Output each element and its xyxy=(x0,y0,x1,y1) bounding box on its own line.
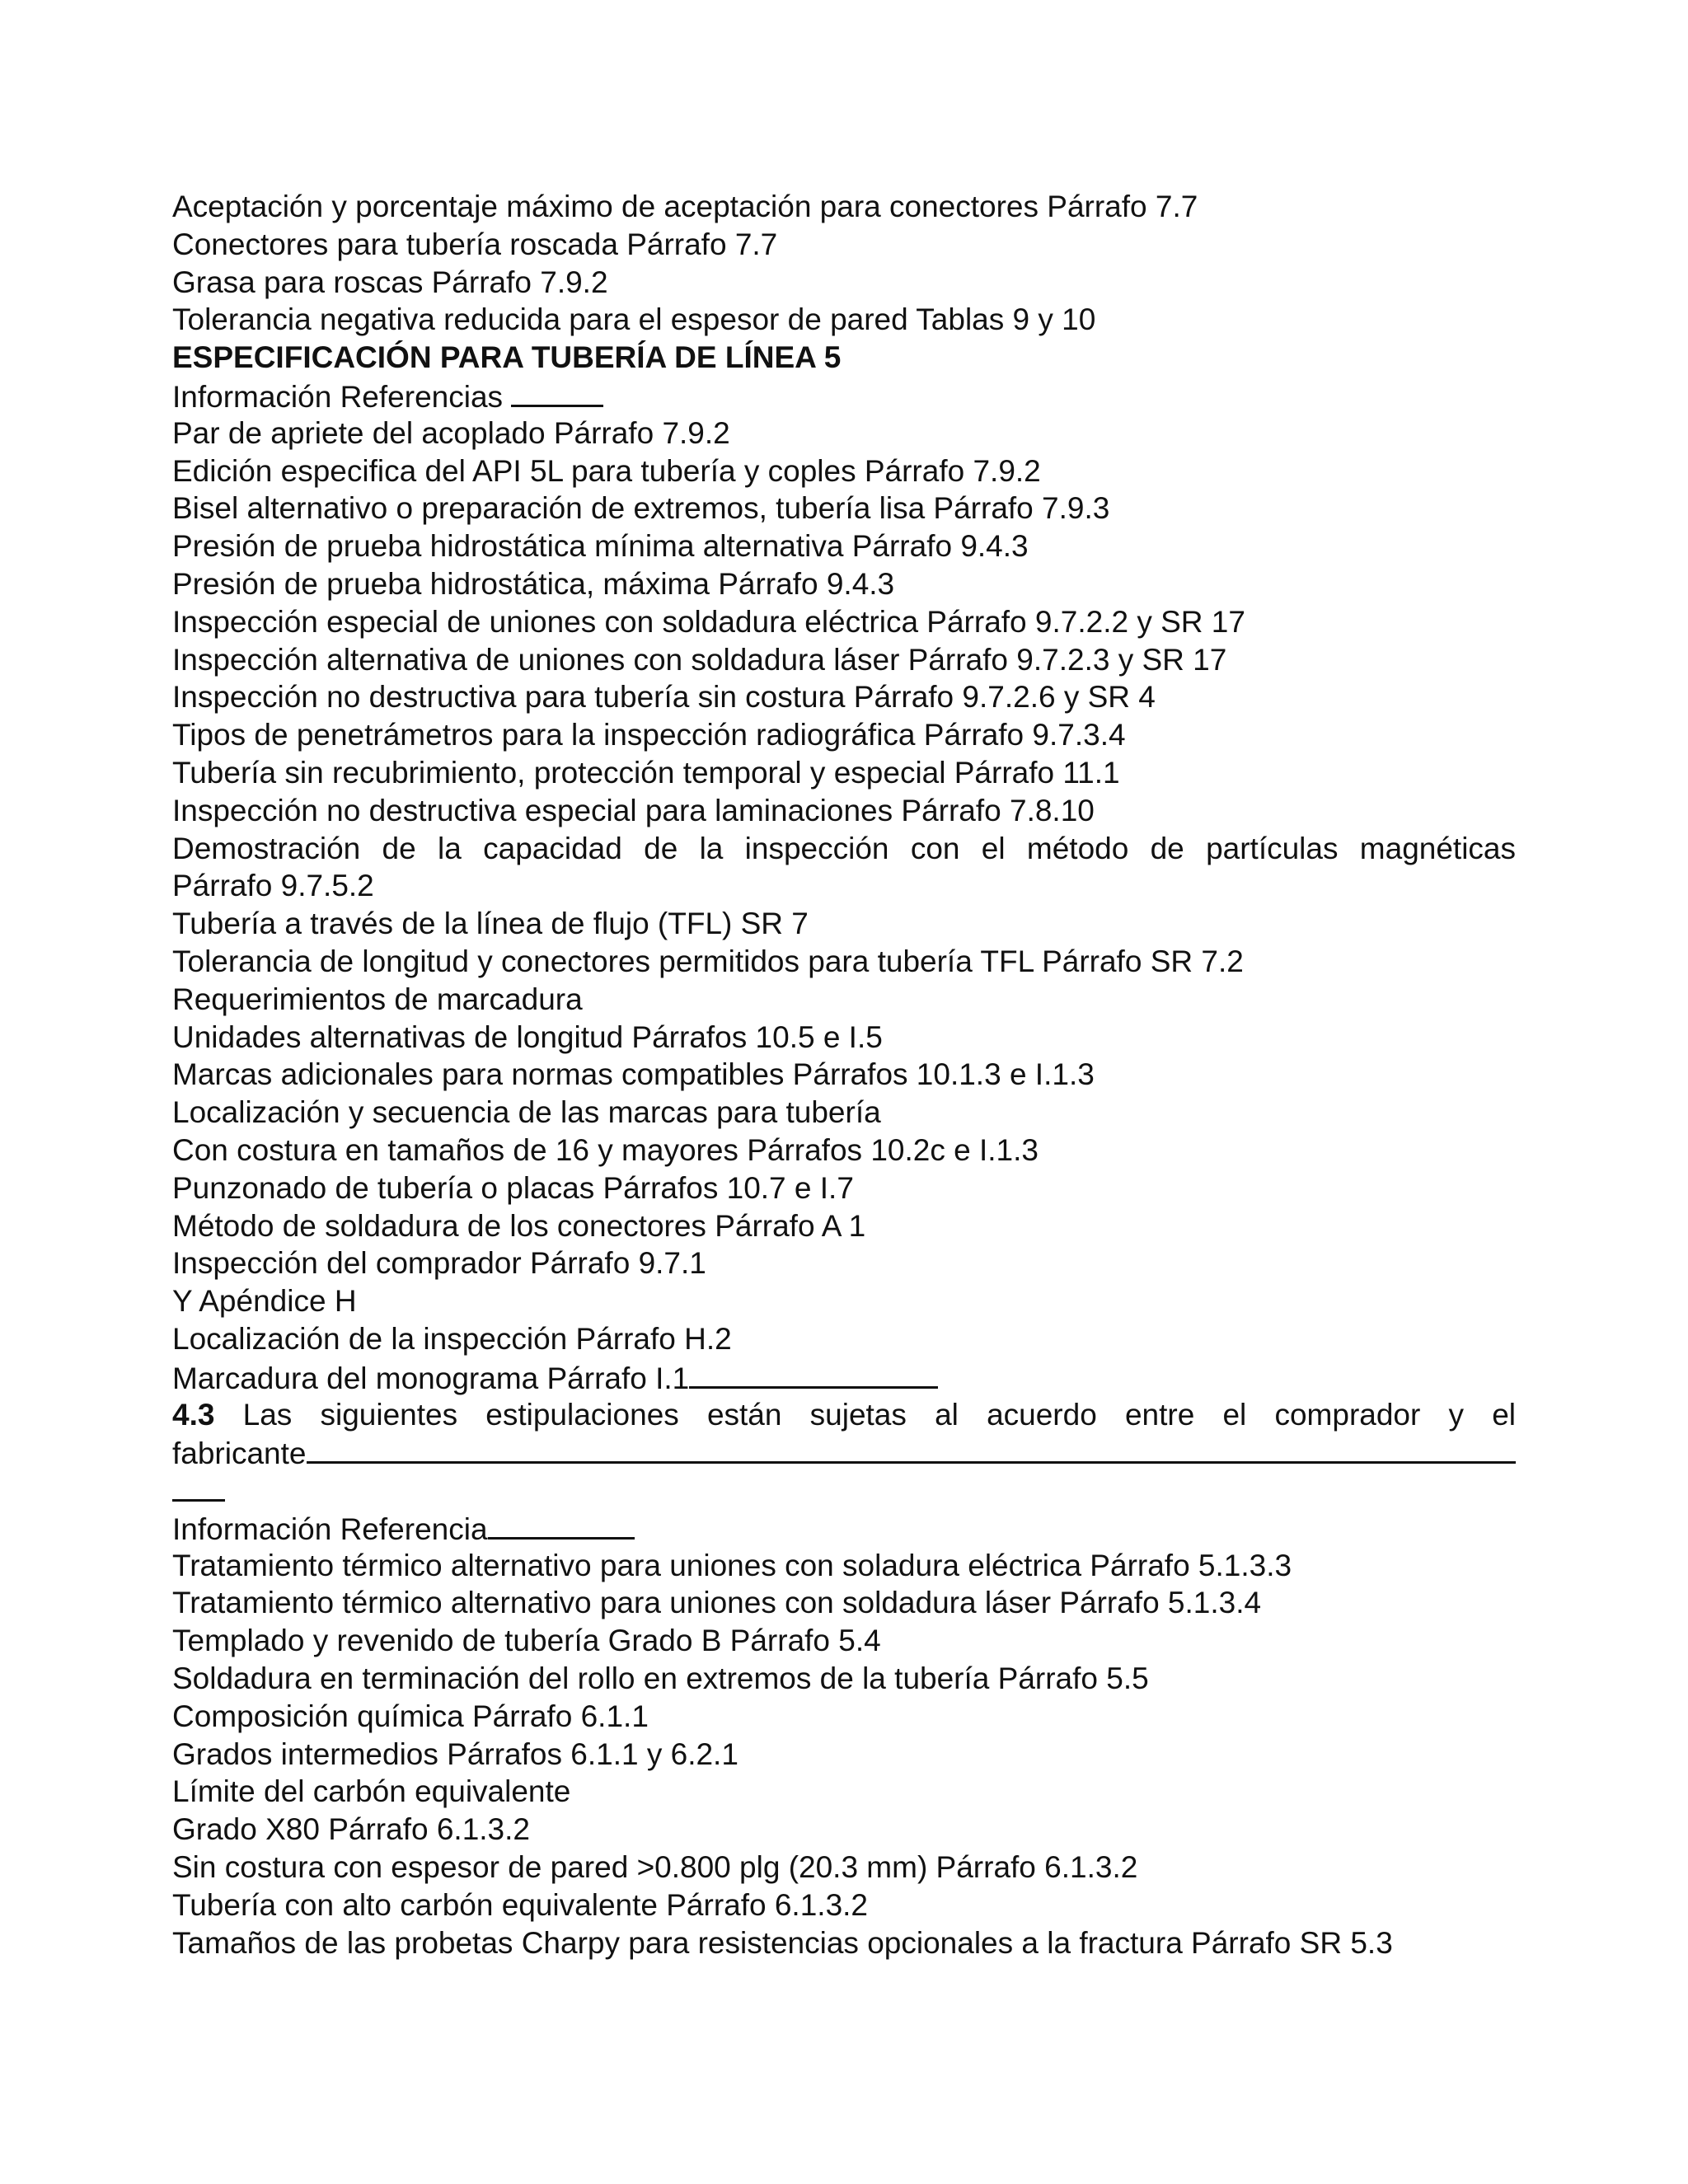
text-line: Tamaños de las probetas Charpy para resistencias opcionales a la fractura Párrafo SR 5.3 xyxy=(172,1925,1393,1960)
text-line: Tubería a través de la línea de flujo (TFL) SR 7 xyxy=(172,907,809,941)
fill-line xyxy=(172,1433,1516,1471)
text-line: Grado X80 Párrafo 6.1.3.2 xyxy=(172,1812,530,1847)
justified-line: Demostración de la capacidad de la inspección con el método de partículas magnéticas xyxy=(172,831,1516,865)
text-line: Párrafo 9.7.5.2 xyxy=(172,869,374,903)
lines-group-c xyxy=(172,905,1516,1358)
document-page xyxy=(172,188,1516,1961)
blank-line xyxy=(172,1471,1516,1509)
text-line: Sin costura con espesor de pared >0.800 plg (20.3 mm) Párrafo 6.1.3.2 xyxy=(172,1850,1138,1885)
blank-underline xyxy=(689,1358,938,1389)
text-line: Tolerancia de longitud y conectores permitidos para tubería TFL Párrafo SR 7.2 xyxy=(172,944,1244,978)
text-line: Composición química Párrafo 6.1.1 xyxy=(172,1699,649,1733)
text-line: Templado y revenido de tubería Grado B Párrafo 5.4 xyxy=(172,1624,881,1658)
text-line: Bisel alternativo o preparación de extremos, tubería lisa Párrafo 7.9.3 xyxy=(172,491,1110,526)
text-line: Par de apriete del acoplado Párrafo 7.9.2 xyxy=(172,415,730,450)
text-line: Tratamiento térmico alternativo para uniones con soladura eléctrica Párrafo 5.1.3.3 xyxy=(172,1548,1292,1582)
section-text: Las siguientes estipulaciones están sujetas al acuerdo entre el comprador y el xyxy=(242,1397,1516,1432)
info-references-label: Información Referencias xyxy=(172,379,504,414)
section-heading: ESPECIFICACIÓN PARA TUBERÍA DE LÍNEA 5 xyxy=(172,340,842,375)
blank-underline xyxy=(511,377,603,407)
text-line: Tratamiento térmico alternativo para uniones con soldadura láser Párrafo 5.1.3.4 xyxy=(172,1586,1262,1620)
text-line: Inspección no destructiva para tubería sin costura Párrafo 9.7.2.6 y SR 4 xyxy=(172,680,1156,715)
text-line: Método de soldadura de los conectores Párrafo A 1 xyxy=(172,1208,866,1243)
text-line: Límite del carbón equivalente xyxy=(172,1774,571,1809)
text-line: Inspección del comprador Párrafo 9.7.1 xyxy=(172,1246,706,1281)
lines-group-d xyxy=(172,1547,1516,1962)
blank-underline xyxy=(307,1433,1517,1464)
text-line: Localización y secuencia de las marcas para tubería xyxy=(172,1095,881,1130)
demo-paragraph xyxy=(172,830,1516,906)
text-line: Marcas adicionales para normas compatibles Párrafos 10.1.3 e I.1.3 xyxy=(172,1057,1095,1092)
text-line: Tipos de penetrámetros para la inspección radiográfica Párrafo 9.7.3.4 xyxy=(172,718,1126,752)
text-line: Grados intermedios Párrafos 6.1.1 y 6.2.1 xyxy=(172,1736,738,1771)
blank-underline xyxy=(488,1509,635,1540)
info-reference-label: Información Referencia xyxy=(172,1511,488,1546)
text-line: Grasa para roscas Párrafo 7.9.2 xyxy=(172,265,608,299)
text-line: Aceptación y porcentaje máximo de aceptación para conectores Párrafo 7.7 xyxy=(172,190,1198,223)
lines-group-a xyxy=(172,188,1516,339)
text-line: Presión de prueba hidrostática mínima alternativa Párrafo 9.4.3 xyxy=(172,529,1029,564)
text-line: Unidades alternativas de longitud Párrafos 10.5 e I.5 xyxy=(172,1019,883,1054)
text-line: Con costura en tamaños de 16 y mayores Párrafos 10.2c e I.1.3 xyxy=(172,1132,1039,1167)
section-text-end: fabricante xyxy=(172,1436,307,1471)
text-line: Tolerancia negativa reducida para el espesor de pared Tablas 9 y 10 xyxy=(172,302,1096,337)
text-line: Tubería con alto carbón equivalente Párrafo 6.1.3.2 xyxy=(172,1887,869,1922)
text-line: Inspección alternativa de uniones con soldadura láser Párrafo 9.7.2.3 y SR 17 xyxy=(172,642,1227,677)
blank-underline xyxy=(172,1471,225,1502)
text-line: Localización de la inspección Párrafo H.2 xyxy=(172,1321,732,1356)
text-line: Conectores para tubería roscada Párrafo 7.7 xyxy=(172,227,778,261)
text-line: Requerimientos de marcadura xyxy=(172,982,583,1016)
text-line: Y Apéndice H xyxy=(172,1284,357,1319)
text-line: Punzonado de tubería o placas Párrafos 10.7 e I.7 xyxy=(172,1170,854,1205)
monogram-line xyxy=(172,1358,1516,1396)
text-line: Inspección especial de uniones con soldadura eléctrica Párrafo 9.7.2.2 y SR 17 xyxy=(172,604,1245,639)
text-line: Edición especifica del API 5L para tubería y coples Párrafo 7.9.2 xyxy=(172,453,1041,488)
lines-group-b xyxy=(172,415,1516,830)
section-4-3-paragraph xyxy=(172,1396,1516,1509)
text-line: Soldadura en terminación del rollo en extremos de la tubería Párrafo 5.5 xyxy=(172,1661,1149,1696)
info-reference-line xyxy=(172,1509,1516,1547)
justified-line xyxy=(172,1396,1516,1434)
text-line: Tubería sin recubrimiento, protección temporal y especial Párrafo 11.1 xyxy=(172,755,1120,790)
section-number: 4.3 xyxy=(172,1397,215,1432)
text-line: Presión de prueba hidrostática, máxima Párrafo 9.4.3 xyxy=(172,566,895,601)
text-line: Inspección no destructiva especial para laminaciones Párrafo 7.8.10 xyxy=(172,793,1095,827)
info-references-line xyxy=(172,377,1516,415)
monogram-label: Marcadura del monograma Párrafo I.1 xyxy=(172,1361,690,1395)
